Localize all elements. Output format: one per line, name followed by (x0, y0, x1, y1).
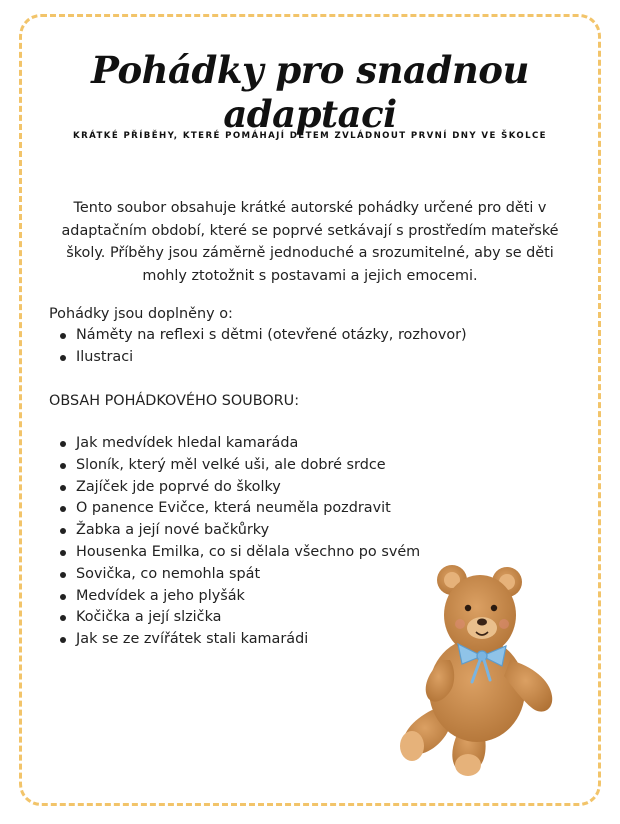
list-item: Ilustraci (49, 347, 467, 369)
contents-list (49, 433, 420, 651)
list-item: Housenka Emilka, co si dělala všechno po svém (49, 542, 420, 564)
list-item: Medvídek a jeho plyšák (49, 586, 420, 608)
list-item: Náměty na reflexi s dětmi (otevřené otázky, rozhovor) (49, 325, 467, 347)
supplements-list (49, 325, 467, 369)
list-item: Jak medvídek hledal kamaráda (49, 433, 420, 455)
page-title: Pohádky pro snadnou adaptaci (91, 48, 529, 136)
list-item: O panence Evičce, která neuměla pozdravit (49, 498, 420, 520)
contents-label: OBSAH POHÁDKOVÉHO SOUBORU: (49, 393, 300, 409)
list-item: Sloník, který měl velké uši, ale dobré srdce (49, 455, 420, 477)
page-subtitle: KRÁTKÉ PŘÍBĚHY, KTERÉ POMÁHAJÍ DĚTEM ZVLÁDNOUT PRVNÍ DNY VE ŠKOLCE (73, 131, 547, 141)
list-item: Žabka a její nové bačkůrky (49, 520, 420, 542)
list-item: Kočička a její slzička (49, 607, 420, 629)
teddy-bear-icon (392, 560, 562, 782)
list-item: Zajíček jde poprvé do školky (49, 477, 420, 499)
supplements-label: Pohádky jsou doplněny o: (49, 306, 233, 322)
intro-paragraph: Tento soubor obsahuje krátké autorské pohádky určené pro děti v adaptačním období, které se poprvé setkávají s prostředím mateřské školy. Příběhy jsou záměrně jednoduché a srozumitelné, aby se děti mohly ztotožnit s postavami a jejich emocemi. (61, 200, 559, 284)
list-item: Sovička, co nemohla spát (49, 564, 420, 586)
list-item: Jak se ze zvířátek stali kamarádi (49, 629, 420, 651)
